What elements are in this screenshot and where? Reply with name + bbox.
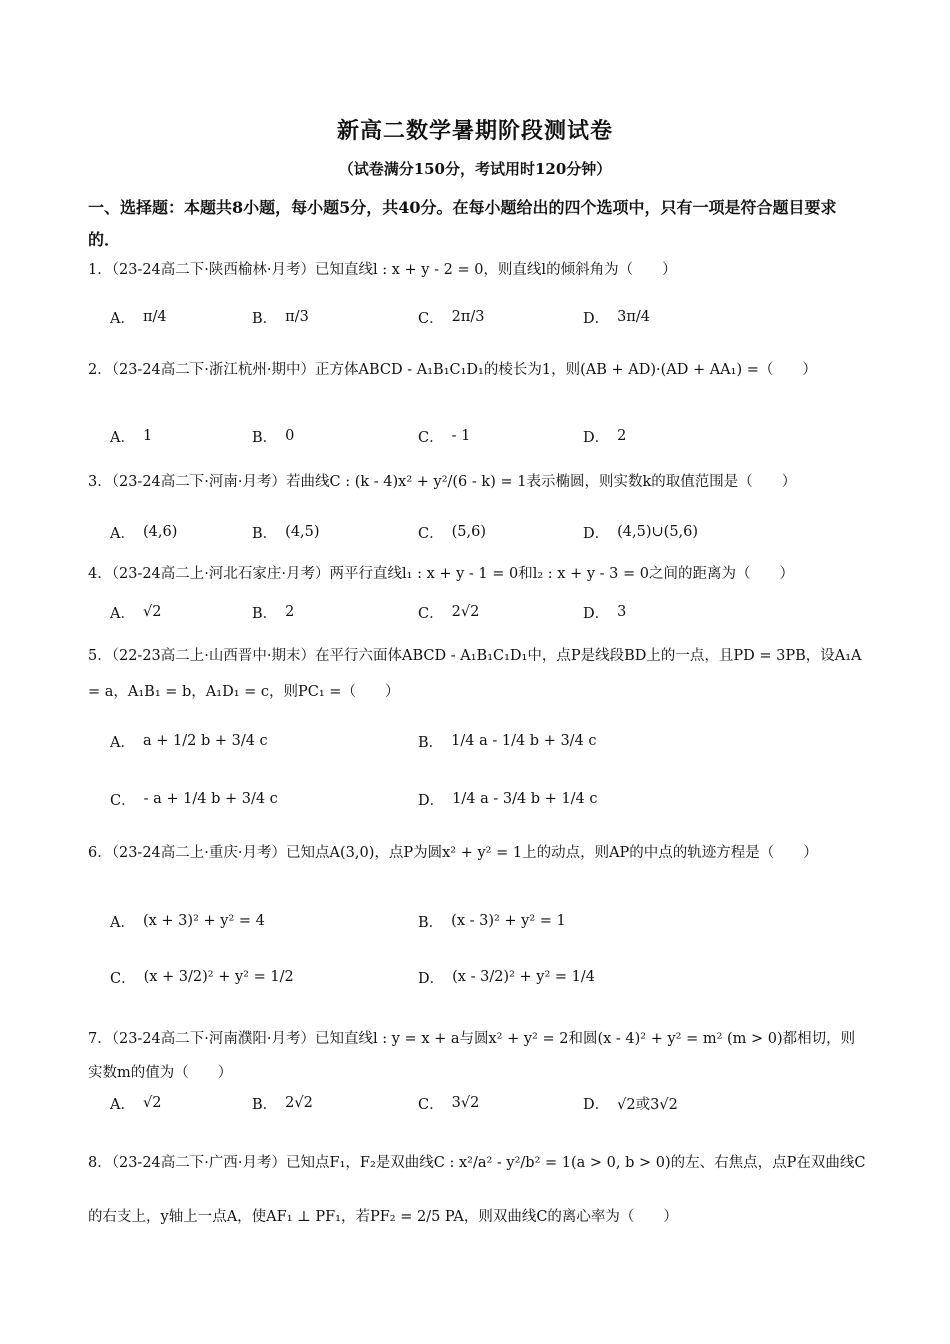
question-number: 4． <box>88 566 112 582</box>
question-source: （23-24高二下·河南·月考） <box>111 474 287 490</box>
question-5 <box>88 638 868 710</box>
option-c-text: 2√2 <box>451 604 480 620</box>
option-c: C． (x + 3/2)² + y² = 1/2 <box>110 969 294 987</box>
question-stem: 正方体ABCD - A₁B₁C₁D₁的棱长为1，则(AB + AD)·(AD + AA₁) =（ ） <box>315 362 817 378</box>
option-d: D． 1/4 a - 3/4 b + 1/4 c <box>418 791 598 809</box>
question-source: （23-24高二下·广西·月考） <box>111 1155 287 1171</box>
option-a-text: 1 <box>142 428 153 444</box>
question-6-options-row-2 <box>110 960 850 994</box>
option-c: C． - 1 <box>418 428 471 446</box>
option-c-text: - a + 1/4 b + 3/4 c <box>143 791 278 807</box>
option-d-text: 1/4 a - 3/4 b + 1/4 c <box>452 791 598 807</box>
question-source: （23-24高二下·河南濮阳·月考） <box>111 1031 316 1047</box>
question-1-options <box>110 300 850 334</box>
question-stem: 已知点A(3,0)，点P为圆x² + y² = 1上的动点，则AP的中点的轨迹方程是（ ） <box>286 845 818 861</box>
question-source: （23-24高二下·浙江杭州·期中） <box>111 362 316 378</box>
option-c-text: 3√2 <box>451 1095 480 1111</box>
option-b: B． 2√2 <box>252 1095 313 1113</box>
question-source: （22-23高二上·山西晋中·期末） <box>111 648 316 664</box>
question-stem: 已知直线l : x + y - 2 = 0，则直线l的倾斜角为（ ） <box>315 262 677 278</box>
option-d: D． 3π/4 <box>583 309 651 327</box>
question-number: 8． <box>88 1155 112 1171</box>
option-b-text: 0 <box>285 428 295 444</box>
question-7-options <box>110 1086 850 1120</box>
option-b: B． (4,5) <box>252 524 320 542</box>
question-5-options-row-1 <box>110 724 850 758</box>
option-b-text: 2 <box>285 604 295 620</box>
question-number: 5． <box>88 648 112 664</box>
question-3 <box>88 468 868 496</box>
page-title: 新高二数学暑期阶段测试卷 <box>336 118 613 144</box>
option-a-text: π/4 <box>142 309 167 325</box>
option-a: A． √2 <box>110 604 162 622</box>
option-d: D． (x - 3/2)² + y² = 1/4 <box>418 969 595 987</box>
question-source: （23-24高二上·河北石家庄·月考） <box>111 566 330 582</box>
option-d: D． 3 <box>583 604 627 622</box>
option-d: D． (4,5)∪(5,6) <box>583 524 699 542</box>
option-d-text: 3 <box>617 604 627 620</box>
question-stem: 在平行六面体ABCD - A₁B₁C₁D₁中，点P是线段BD上的一点，且PD = 3PB，设A₁A = a，A₁B₁ = b，A₁D₁ = c，则PC₁ =（ ） <box>88 648 862 700</box>
option-a-text: √2 <box>142 1095 162 1111</box>
option-c: C． 2√2 <box>418 604 480 622</box>
option-d: D． √2或3√2 <box>583 1086 678 1120</box>
option-b-text: π/3 <box>285 309 309 325</box>
option-b-text: 1/4 a - 1/4 b + 3/4 c <box>451 733 597 749</box>
question-number: 7． <box>88 1031 112 1047</box>
question-stem: 已知点F₁，F₂是双曲线C : x²/a² - y²/b² = 1(a > 0, b > 0)的左、右焦点，点P在双曲线C的右支上，y轴上一点A，使AF₁ ⊥ PF₁，若PF₂ = 2/5 PA，则双曲线C的离心率为（ ） <box>88 1155 866 1225</box>
question-8 <box>88 1136 868 1244</box>
question-6 <box>88 836 868 870</box>
option-a: A． (4,6) <box>110 524 178 542</box>
option-d-text: (4,5)∪(5,6) <box>617 524 699 540</box>
question-stem: 若曲线C : (k - 4)x² + y²/(6 - k) = 1表示椭圆，则实数k的取值范围是（ ） <box>286 474 797 490</box>
option-a-text: a + 1/2 b + 3/4 c <box>142 733 268 749</box>
option-b-text: (x - 3)² + y² = 1 <box>451 913 566 929</box>
option-a-text: (x + 3)² + y² = 4 <box>142 913 265 929</box>
option-c: C． - a + 1/4 b + 3/4 c <box>110 791 278 809</box>
question-stem: 两平行直线l₁ : x + y - 1 = 0和l₂ : x + y - 3 = 0之间的距离为（ ） <box>329 566 794 582</box>
option-c-text: (5,6) <box>451 524 486 540</box>
question-number: 2． <box>88 362 112 378</box>
option-c-text: - 1 <box>451 428 471 444</box>
option-c-text: 2π/3 <box>451 309 485 325</box>
question-2 <box>88 356 868 384</box>
question-5-options-row-2 <box>110 782 850 816</box>
option-b-text: 2√2 <box>285 1095 313 1111</box>
option-a: A． a + 1/2 b + 3/4 c <box>110 733 268 751</box>
option-d-text: 3π/4 <box>617 309 651 325</box>
question-number: 6． <box>88 845 112 861</box>
option-a: A． 1 <box>110 428 153 446</box>
question-3-options <box>110 515 850 549</box>
question-stem: 已知直线l : y = x + a与圆x² + y² = 2和圆(x - 4)² + y² = m² (m > 0)都相切，则实数m的值为（ ） <box>88 1031 856 1081</box>
question-7 <box>88 1022 868 1090</box>
option-c: C． (5,6) <box>418 524 486 542</box>
option-c: C． 3√2 <box>418 1095 480 1113</box>
option-b-text: (4,5) <box>285 524 320 540</box>
question-source: （23-24高二上·重庆·月考） <box>111 845 287 861</box>
section-heading: 一、选择题：本题共8小题，每小题5分，共40分。在每小题给出的四个选项中，只有一项是符合题目要求的． <box>88 198 837 249</box>
option-b: B． 1/4 a - 1/4 b + 3/4 c <box>418 733 597 751</box>
option-d-text: (x - 3/2)² + y² = 1/4 <box>452 969 595 985</box>
option-a-text: (4,6) <box>142 524 178 540</box>
option-d-text: √2或3√2 <box>617 1096 678 1113</box>
option-a-text: √2 <box>142 604 162 620</box>
question-2-options <box>110 419 850 453</box>
question-number: 3． <box>88 474 112 490</box>
option-d-text: 2 <box>617 428 627 444</box>
question-4 <box>88 560 868 588</box>
question-number: 1． <box>88 262 112 278</box>
option-c: C． 2π/3 <box>418 309 485 327</box>
question-1 <box>88 256 868 284</box>
question-6-options-row-1 <box>110 904 850 938</box>
option-b: B． π/3 <box>252 309 309 327</box>
option-b: B． 2 <box>252 604 295 622</box>
question-4-options <box>110 595 850 629</box>
question-source: （23-24高二下·陕西榆林·月考） <box>111 262 316 278</box>
option-b: B． (x - 3)² + y² = 1 <box>418 913 566 931</box>
option-b: B． 0 <box>252 428 295 446</box>
option-a: A． (x + 3)² + y² = 4 <box>110 913 265 931</box>
page-subtitle: （试卷满分150分，考试用时120分钟） <box>338 160 612 178</box>
option-a: A． π/4 <box>110 309 167 327</box>
option-c-text: (x + 3/2)² + y² = 1/2 <box>143 969 294 985</box>
option-a: A． √2 <box>110 1095 162 1113</box>
option-d: D． 2 <box>583 428 627 446</box>
